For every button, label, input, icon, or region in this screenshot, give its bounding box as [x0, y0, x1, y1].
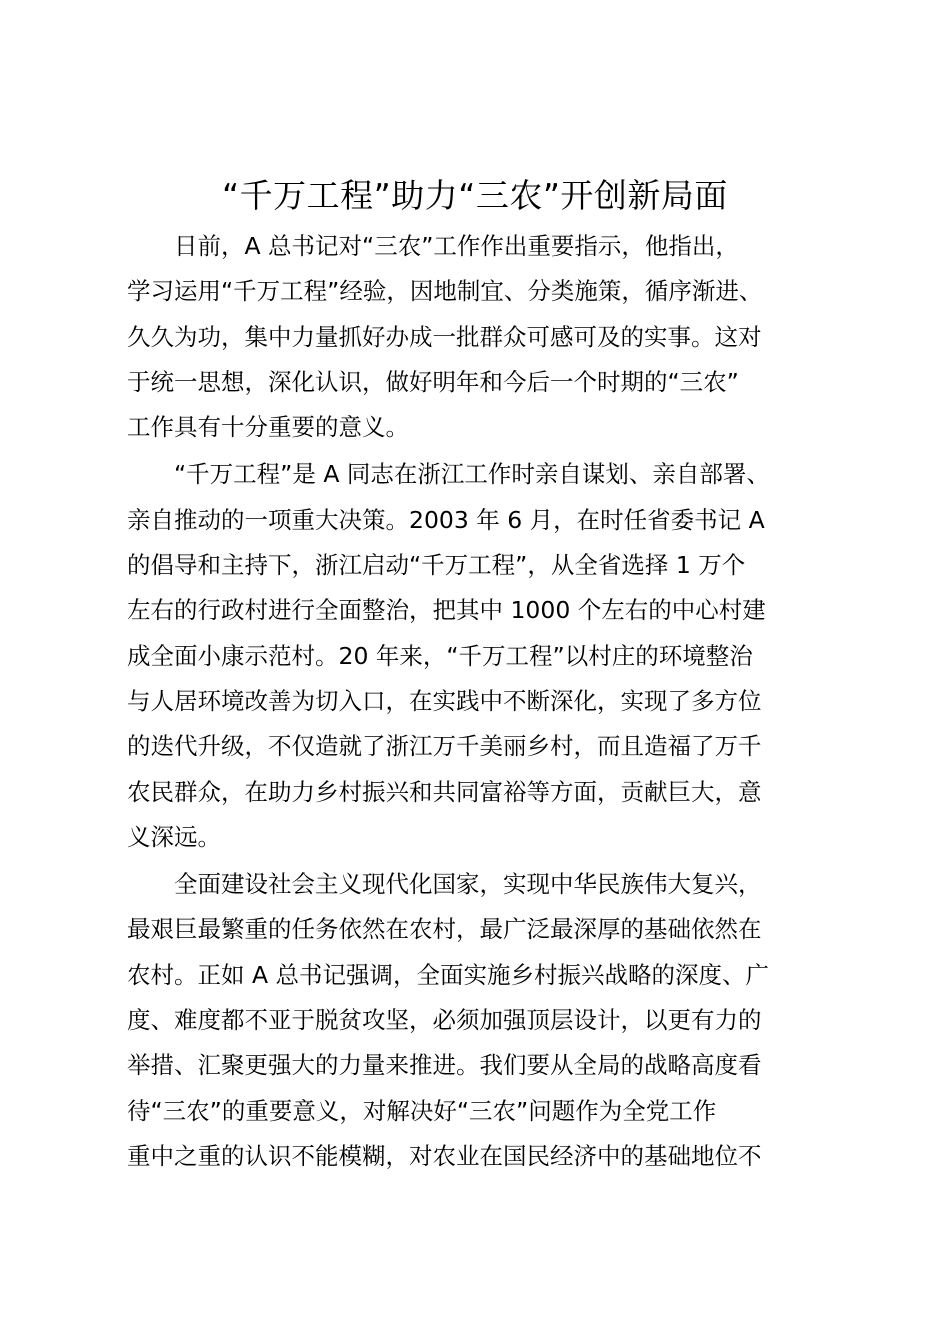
paragraph-line: 重中之重的认识不能模糊，对农业在国民经济中的基础地位不: [127, 1141, 762, 1170]
paragraph-line: 于统一思想，深化认识，做好明年和今后一个时期的“三农”: [127, 367, 739, 396]
paragraph-line: 最艰巨最繁重的任务依然在农村，最广泛最深厚的基础依然在: [127, 915, 762, 944]
paragraph-line: 待“三农”的重要意义，对解决好“三农”问题作为全党工作: [127, 1096, 717, 1125]
paragraph-line: 农民群众，在助力乡村振兴和共同富裕等方面，贡献巨大，意: [127, 777, 762, 806]
paragraph-line: 日前，A 总书记对“三农”工作作出重要指示，他指出，: [174, 232, 739, 260]
paragraph-line: “千万工程”是 A 同志在浙江工作时亲自谋划、亲自部署、: [174, 460, 770, 489]
paragraph-line: 与人居环境改善为切入口，在实践中不断深化，实现了多方位: [127, 686, 762, 715]
paragraph-line: 全面建设社会主义现代化国家，实现中华民族伟大复兴，: [174, 870, 762, 899]
paragraph-line: 举措、汇聚更强大的力量来推进。我们要从全局的战略高度看: [127, 1051, 762, 1080]
paragraph-line: 农村。正如 A 总书记强调，全面实施乡村振兴战略的深度、广: [127, 960, 770, 989]
paragraph-line: 的迭代升级，不仅造就了浙江万千美丽乡村，而且造福了万千: [127, 732, 762, 761]
paragraph-line: 学习运用“千万工程”经验，因地制宜、分类施策，循序渐进、: [127, 277, 763, 306]
paragraph-line: 的倡导和主持下，浙江启动“千万工程”，从全省选择 1 万个: [127, 551, 746, 580]
paragraph-line: 度、难度都不亚于脱贫攻坚，必须加强顶层设计，以更有力的: [127, 1006, 762, 1035]
paragraph-line: 工作具有十分重要的意义。: [127, 413, 409, 442]
paragraph-line: 成全面小康示范村。20 年来，“千万工程”以村庄的环境整治: [127, 641, 753, 670]
paragraph-1: [127, 224, 833, 450]
paragraph-line: 左右的行政村进行全面整治，把其中 1000 个左右的中心村建: [127, 596, 766, 625]
paragraph-line: 亲自推动的一项重大决策。2003 年 6 月，在时任省委书记 A: [127, 505, 765, 534]
paragraph-line: 久久为功，集中力量抓好办成一批群众可感可及的实事。这对: [127, 322, 762, 351]
document-body: [127, 224, 833, 1181]
paragraph-2: [127, 452, 833, 860]
paragraph-3: [127, 862, 833, 1179]
document-title: “千万工程”助力“三农”开创新局面: [222, 176, 728, 215]
paragraph-line: 义深远。: [127, 822, 221, 851]
